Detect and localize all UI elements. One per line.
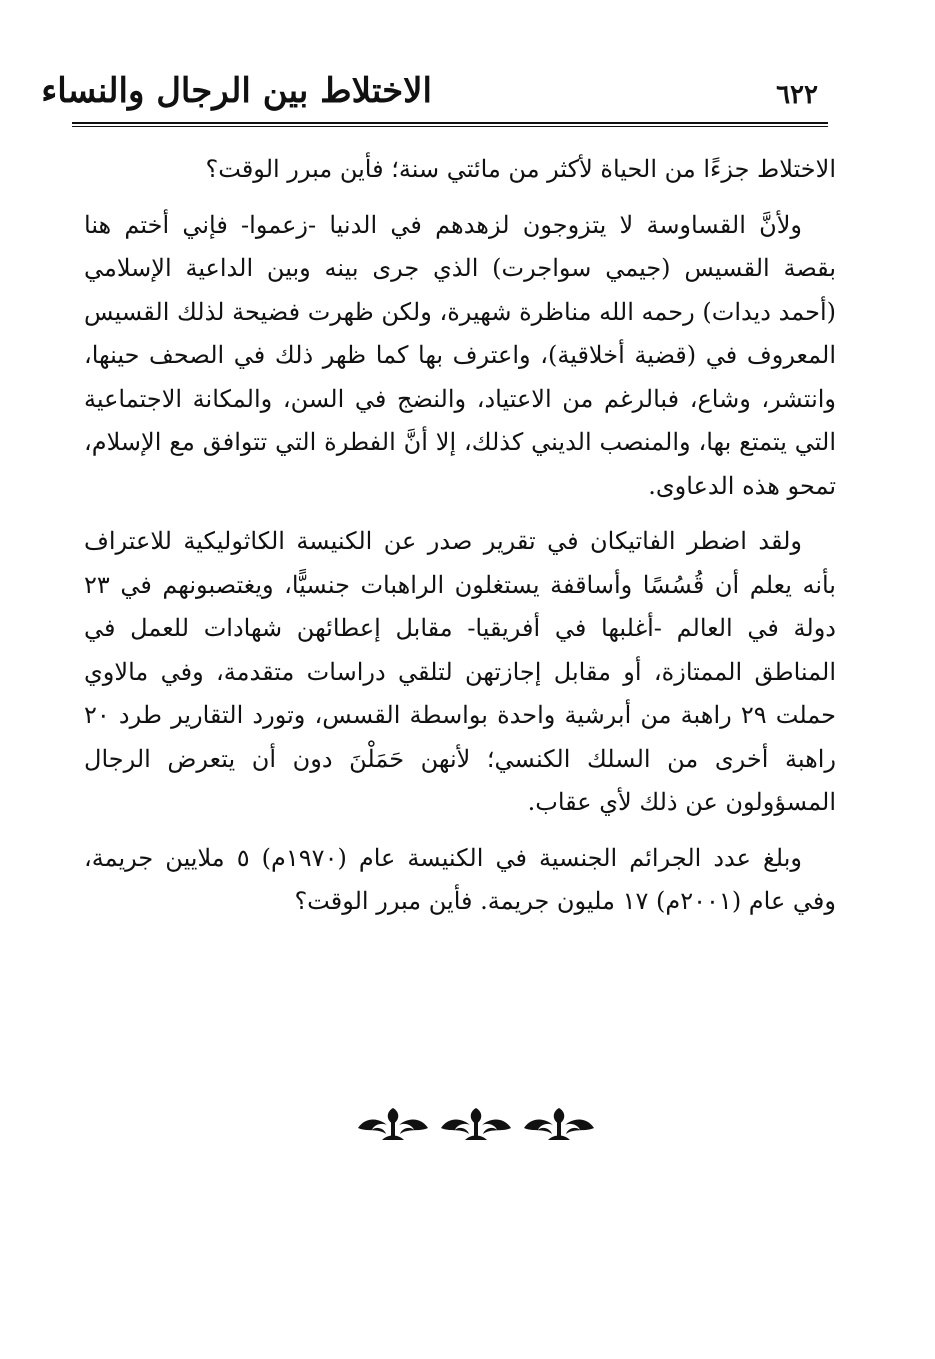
paragraph: ولقد اضطر الفاتيكان في تقرير صدر عن الكنيسة الكاثوليكية للاعتراف بأنه يعلم أن قُسُسًا وأساقفة يستغلون الراهبات جنسيًّا، ويغتصبونهم في ٢٣ دولة في العالم -أغلبها في أفريقيا- مقابل إعطائهن شهادات للعمل في المناطق الممتازة، أو مقابل إجازتهن لتلقي دراسات متقدمة، وفي مالاوي حملت ٢٩ راهبة من أبرشية واحدة بواسطة القسس، وتورد التقارير طرد ٢٠ راهبة أخرى من السلك الكنسي؛ لأنهن حَمَلْنَ دون أن يتعرض الرجال المسؤولون عن ذلك لأي عقاب. (84, 527, 836, 816)
floral-ornament-icon (352, 1098, 600, 1148)
paragraph: وبلغ عدد الجرائم الجنسية في الكنيسة عام (١٩٧٠م) ٥ ملايين جريمة، وفي عام (٢٠٠١م) ١٧ مليون جريمة. فأين مبرر الوقت؟ (84, 843, 836, 915)
page-header (41, 62, 828, 132)
ornament-flourish (441, 1108, 511, 1140)
header-rule-thin (72, 126, 828, 127)
body-text (84, 148, 836, 936)
running-title: الاختلاط بين الرجال والنساء (41, 71, 432, 111)
paragraph: ولأنَّ القساوسة لا يتزوجون لزهدهم في الدنيا -زعموا- فإني أختم هنا بقصة القسيس (جيمي سواجرت) الذي جرى بينه وبين الداعية الإسلامي (أحمد ديدات) رحمه الله مناظرة شهيرة، ولكن ظهرت فضيحة لذلك القسيس المعروف في (قضية أخلاقية)، واعترف بها كما ظهر ذلك في الصحف حينها، وانتشر، وشاع، فبالرغم من الاعتياد، والنضج في السن، والمكانة الاجتماعية التي يتمتع بها، والمنصب الديني كذلك، إلا أنَّ الفطرة التي تتوافق مع الإسلام، تمحو هذه الدعاوى. (84, 210, 837, 500)
ornament-flourish (524, 1108, 594, 1140)
ornament-flourish (358, 1108, 428, 1140)
page-number: ٦٢٢ (776, 80, 818, 110)
paragraph: الاختلاط جزءًا من الحياة لأكثر من مائتي سنة؛ فأين مبرر الوقت؟ (205, 155, 836, 183)
header-rule (72, 122, 828, 124)
